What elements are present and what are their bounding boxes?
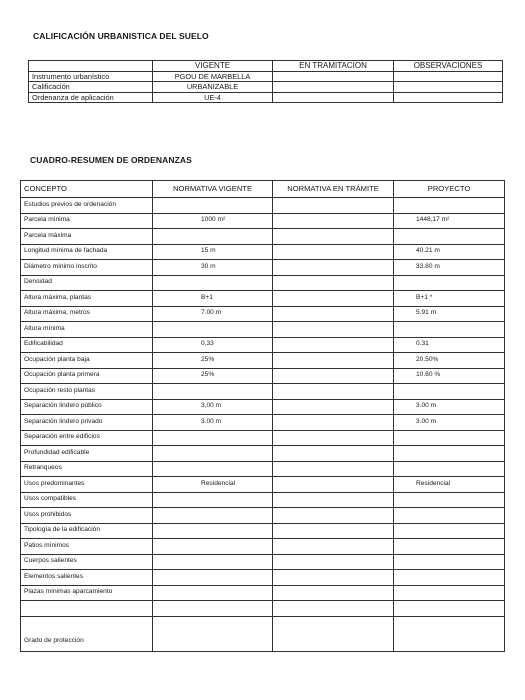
concepto-cell: Cuerpos salientes: [21, 554, 153, 570]
concepto-cell: Estudios previos de ordenación: [21, 198, 153, 214]
vigente-cell: [153, 616, 273, 651]
tramite-cell: [273, 492, 394, 508]
table-row: [21, 306, 505, 322]
row-label: Instrumento urbanístico: [29, 71, 153, 82]
row-label: Calificación: [29, 82, 153, 93]
proyecto-cell: [394, 322, 505, 338]
tramite-cell: [273, 601, 394, 617]
table-row: [21, 213, 505, 229]
table-row: [21, 198, 505, 214]
concepto-cell: Densidad: [21, 275, 153, 291]
tramite-cell: [273, 554, 394, 570]
observaciones-cell: [394, 71, 503, 82]
header-cell: VIGENTE: [153, 61, 273, 72]
vigente-cell: 3,00 m: [153, 399, 273, 415]
vigente-cell: [153, 570, 273, 586]
concepto-cell: Plazas mínimas aparcamiento: [21, 585, 153, 601]
vigente-cell: [153, 384, 273, 400]
table-row: [21, 601, 505, 617]
proyecto-cell: [394, 570, 505, 586]
header-cell: OBSERVACIONES: [394, 61, 503, 72]
vigente-cell: [153, 492, 273, 508]
proyecto-cell: [394, 430, 505, 446]
vigente-cell: PGOU DE MARBELLA: [153, 71, 273, 82]
tramite-cell: [273, 337, 394, 353]
table-row: [21, 446, 505, 462]
vigente-cell: 0,33: [153, 337, 273, 353]
proyecto-cell: [394, 384, 505, 400]
vigente-cell: B+1: [153, 291, 273, 307]
tramitacion-cell: [273, 71, 394, 82]
concepto-cell: Usos prohibidos: [21, 508, 153, 524]
concepto-cell: Separación lindero público: [21, 399, 153, 415]
concepto-cell: Separación entre edificios: [21, 430, 153, 446]
concepto-cell: Elementos salientes: [21, 570, 153, 586]
proyecto-cell: [394, 492, 505, 508]
table-header-row: [21, 181, 505, 198]
tramite-cell: [273, 322, 394, 338]
proyecto-cell: [394, 508, 505, 524]
table-row: [21, 353, 505, 369]
vigente-cell: URBANIZABLE: [153, 82, 273, 93]
proyecto-cell: B+1 *: [394, 291, 505, 307]
observaciones-cell: [394, 82, 503, 93]
concepto-cell: Ocupación planta baja: [21, 353, 153, 369]
tramite-cell: [273, 244, 394, 260]
table-row: [21, 539, 505, 555]
proyecto-cell: [394, 539, 505, 555]
table-row: [21, 275, 505, 291]
vigente-cell: [153, 554, 273, 570]
concepto-cell: Longitud mínima de fachada: [21, 244, 153, 260]
table-row: [29, 92, 503, 103]
proyecto-cell: [394, 601, 505, 617]
concepto-cell: Altura máxima, metros: [21, 306, 153, 322]
vigente-cell: 25%: [153, 353, 273, 369]
table-row: [29, 82, 503, 93]
concepto-cell: Profundidad edificable: [21, 446, 153, 462]
header-cell: PROYECTO: [394, 181, 505, 198]
tramite-cell: [273, 384, 394, 400]
tramite-cell: [273, 291, 394, 307]
vigente-cell: [153, 585, 273, 601]
tramite-cell: [273, 570, 394, 586]
vigente-cell: [153, 430, 273, 446]
table-row: [21, 492, 505, 508]
table-row: [21, 430, 505, 446]
urban-classification-table: [28, 60, 503, 103]
vigente-cell: UE-4: [153, 92, 273, 103]
concepto-cell: Usos compatibles: [21, 492, 153, 508]
concepto-cell: Ocupación planta primera: [21, 368, 153, 384]
proyecto-cell: [394, 198, 505, 214]
vigente-cell: [153, 523, 273, 539]
tramite-cell: [273, 260, 394, 276]
concepto-cell: Separación lindero privado: [21, 415, 153, 431]
tramite-cell: [273, 585, 394, 601]
vigente-cell: [153, 275, 273, 291]
section2-title: CUADRO-RESUMEN DE ORDENANZAS: [30, 155, 192, 165]
proyecto-cell: [394, 275, 505, 291]
proyecto-cell: [394, 554, 505, 570]
vigente-cell: 25%: [153, 368, 273, 384]
tramite-cell: [273, 616, 394, 651]
concepto-cell: Parcela máxima: [21, 229, 153, 245]
proyecto-cell: [394, 229, 505, 245]
proyecto-cell: 20.50%: [394, 353, 505, 369]
tramite-cell: [273, 368, 394, 384]
proyecto-cell: 33.80 m: [394, 260, 505, 276]
tramite-cell: [273, 477, 394, 493]
vigente-cell: 3.00 m: [153, 415, 273, 431]
tramite-cell: [273, 229, 394, 245]
tramitacion-cell: [273, 92, 394, 103]
proyecto-cell: 40.21 m: [394, 244, 505, 260]
vigente-cell: 7.00 m: [153, 306, 273, 322]
tramite-cell: [273, 353, 394, 369]
header-cell: [29, 61, 153, 72]
vigente-cell: [153, 198, 273, 214]
table-header-row: [29, 61, 503, 72]
table-row: [21, 508, 505, 524]
concepto-cell: Usos predominantes: [21, 477, 153, 493]
vigente-cell: Residencial: [153, 477, 273, 493]
observaciones-cell: [394, 92, 503, 103]
tramite-cell: [273, 461, 394, 477]
proyecto-cell: [394, 616, 505, 651]
table-row: [21, 229, 505, 245]
vigente-cell: [153, 322, 273, 338]
concepto-cell: Grado de protección: [21, 616, 153, 651]
concepto-cell: Edificabilidad: [21, 337, 153, 353]
concepto-cell: Parcela mínima: [21, 213, 153, 229]
proyecto-cell: [394, 461, 505, 477]
table-row: [21, 585, 505, 601]
vigente-cell: [153, 508, 273, 524]
proyecto-cell: [394, 446, 505, 462]
table-row: [21, 337, 505, 353]
concepto-cell: Ocupación resto plantas: [21, 384, 153, 400]
table-row: [21, 554, 505, 570]
ordinance-summary-table: [20, 180, 505, 652]
table-row: [21, 570, 505, 586]
vigente-cell: 15 m: [153, 244, 273, 260]
table-row: [21, 244, 505, 260]
proyecto-cell: Residencial: [394, 477, 505, 493]
header-cell: NORMATIVA EN TRÁMITE: [273, 181, 394, 198]
table-row: [29, 71, 503, 82]
table-row: [21, 322, 505, 338]
tramite-cell: [273, 399, 394, 415]
tramite-cell: [273, 415, 394, 431]
tramite-cell: [273, 275, 394, 291]
tramite-cell: [273, 508, 394, 524]
vigente-cell: [153, 446, 273, 462]
proyecto-cell: 0.31: [394, 337, 505, 353]
concepto-cell: [21, 601, 153, 617]
tramite-cell: [273, 306, 394, 322]
vigente-cell: [153, 539, 273, 555]
table-row: [21, 415, 505, 431]
concepto-cell: Altura máxima, plantas: [21, 291, 153, 307]
tramite-cell: [273, 539, 394, 555]
table-row: [21, 368, 505, 384]
table-row: [21, 477, 505, 493]
tramite-cell: [273, 213, 394, 229]
tramitacion-cell: [273, 82, 394, 93]
proyecto-cell: 10.60 %: [394, 368, 505, 384]
table-row: [21, 523, 505, 539]
header-cell: NORMATIVA VIGENTE: [153, 181, 273, 198]
table-row: [21, 291, 505, 307]
tramite-cell: [273, 430, 394, 446]
vigente-cell: [153, 601, 273, 617]
tramite-cell: [273, 523, 394, 539]
row-label: Ordenanza de aplicación: [29, 92, 153, 103]
table-row: [21, 616, 505, 651]
concepto-cell: Retranqueos: [21, 461, 153, 477]
concepto-cell: Diámetro mínimo inscrito: [21, 260, 153, 276]
tramite-cell: [273, 198, 394, 214]
proyecto-cell: 5.91 m: [394, 306, 505, 322]
table-row: [21, 399, 505, 415]
tramite-cell: [273, 446, 394, 462]
vigente-cell: [153, 461, 273, 477]
section1-title: CALIFICACIÓN URBANISTICA DEL SUELO: [33, 31, 209, 41]
proyecto-cell: [394, 523, 505, 539]
table-row: [21, 260, 505, 276]
proyecto-cell: 1448,17 m²: [394, 213, 505, 229]
table-row: [21, 384, 505, 400]
concepto-cell: Altura mínima: [21, 322, 153, 338]
proyecto-cell: 3.00 m: [394, 399, 505, 415]
proyecto-cell: 3.00 m: [394, 415, 505, 431]
concepto-cell: Patios mínimos: [21, 539, 153, 555]
proyecto-cell: [394, 585, 505, 601]
vigente-cell: 1000 m²: [153, 213, 273, 229]
vigente-cell: [153, 229, 273, 245]
header-cell: CONCEPTO: [21, 181, 153, 198]
table-row: [21, 461, 505, 477]
vigente-cell: 30 m: [153, 260, 273, 276]
concepto-cell: Tipología de la edificación: [21, 523, 153, 539]
header-cell: EN TRAMITACION: [273, 61, 394, 72]
